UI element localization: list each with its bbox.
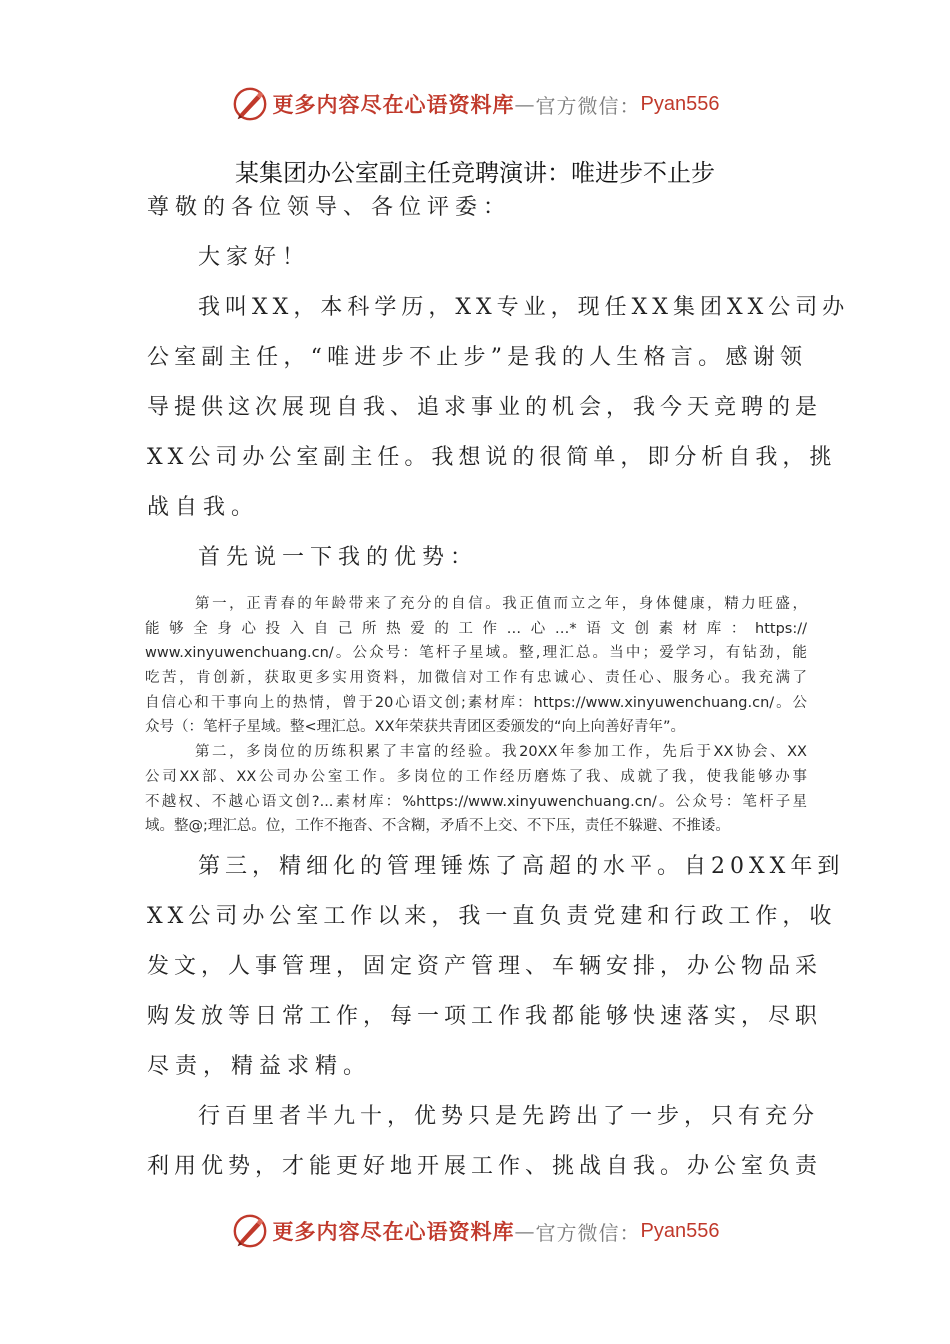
- closing-line: 行百里者半九十，优势只是先跨出了一步，只有充分: [198, 1104, 820, 1129]
- watermark-dash: —: [514, 1219, 536, 1243]
- greeting: 大家好！: [198, 245, 311, 270]
- third-line: 发文，人事管理，固定资产管理、车辆安排，办公物品采: [147, 954, 823, 979]
- small-line: 第二，多岗位的历练积累了丰富的经验。我20XX年参加工作，先后于XX协会、XX: [195, 744, 807, 761]
- intro-line: 我叫XX，本科学历，XX专业，现任XX集团XX公司办: [198, 295, 850, 320]
- third-section: [147, 842, 845, 1192]
- intro-line: 战自我。: [147, 495, 260, 520]
- watermark-wechat-id: Pyan556: [640, 92, 720, 115]
- opening-section: [147, 183, 850, 583]
- small-line: 域。整@;理汇总。位，工作不拖沓、不含糊，矛盾不上交、不下压，责任不躲避、不推诿。: [145, 818, 730, 835]
- advantages-heading: 首先说一下我的优势：: [198, 545, 479, 570]
- third-line: 第三，精细化的管理锤炼了高超的水平。自20XX年到: [198, 854, 845, 879]
- third-line: XX公司办公室工作以来，我一直负责党建和行政工作，收: [147, 904, 837, 929]
- watermark-sub-text: 官方微信：: [535, 93, 641, 118]
- small-line: 能够全身心投入自己所热爱的工作…心…*语文创素材库：https://: [145, 620, 807, 637]
- watermark-sub-text: 官方微信：: [535, 1220, 641, 1245]
- pen-logo-icon: [231, 1212, 269, 1250]
- watermark-main-text: 更多内容尽在心语资料库: [272, 92, 515, 117]
- footer-watermark: [0, 1211, 950, 1251]
- small-line: 自信心和干事向上的热情，曾于20心语文创;素材库：https://www.xinyuwenchuang.cn/。公: [145, 694, 807, 711]
- closing-line: 利用优势，才能更好地开展工作、挑战自我。办公室负责: [147, 1154, 823, 1179]
- intro-line: 导提供这次展现自我、追求事业的机会，我今天竞聘的是: [147, 395, 823, 420]
- small-line: 吃苦，肯创新，获取更多实用资料，加微信对工作有忠诚心、责任心、服务心。我充满了: [145, 670, 807, 687]
- small-line: 不越权、不越心语文创?...素材库：%https://www.xinyuwenchuang.cn/。公众号：笔杆子星: [145, 793, 807, 810]
- watermark-wechat-id: Pyan556: [640, 1219, 720, 1242]
- small-text-section: [145, 592, 807, 839]
- document-title: 某集团办公室副主任竞聘演讲：唯进步不止步: [235, 159, 715, 187]
- pen-logo-icon: [231, 85, 269, 123]
- small-line: 第一，正青春的年龄带来了充分的自信。我正值而立之年，身体健康，精力旺盛，: [195, 596, 807, 612]
- small-line: www.xinyuwenchuang.cn/。公众号：笔杆子星域。整,理汇总。当中；爱学习，有钻劲，能: [145, 645, 807, 662]
- watermark-dash: —: [514, 92, 536, 116]
- small-line: 众号（：笔杆子星域。整<理汇总。XX年荣获共青团区委颁发的“向上向善好青年”。: [145, 719, 686, 736]
- header-watermark: [0, 84, 950, 124]
- intro-line: XX公司办公室副主任。我想说的很简单，即分析自我，挑: [147, 445, 837, 470]
- salutation: 尊敬的各位领导、各位评委：: [147, 195, 512, 220]
- third-line: 尽责，精益求精。: [147, 1054, 372, 1079]
- watermark-main-text: 更多内容尽在心语资料库: [272, 1219, 515, 1244]
- intro-line: 公室副主任，“唯进步不止步”是我的人生格言。感谢领: [147, 345, 807, 370]
- third-line: 购发放等日常工作，每一项工作我都能够快速落实，尽职: [147, 1004, 823, 1029]
- small-line: 公司XX部、XX公司办公室工作。多岗位的工作经历磨炼了我、成就了我，使我能够办事: [145, 768, 807, 785]
